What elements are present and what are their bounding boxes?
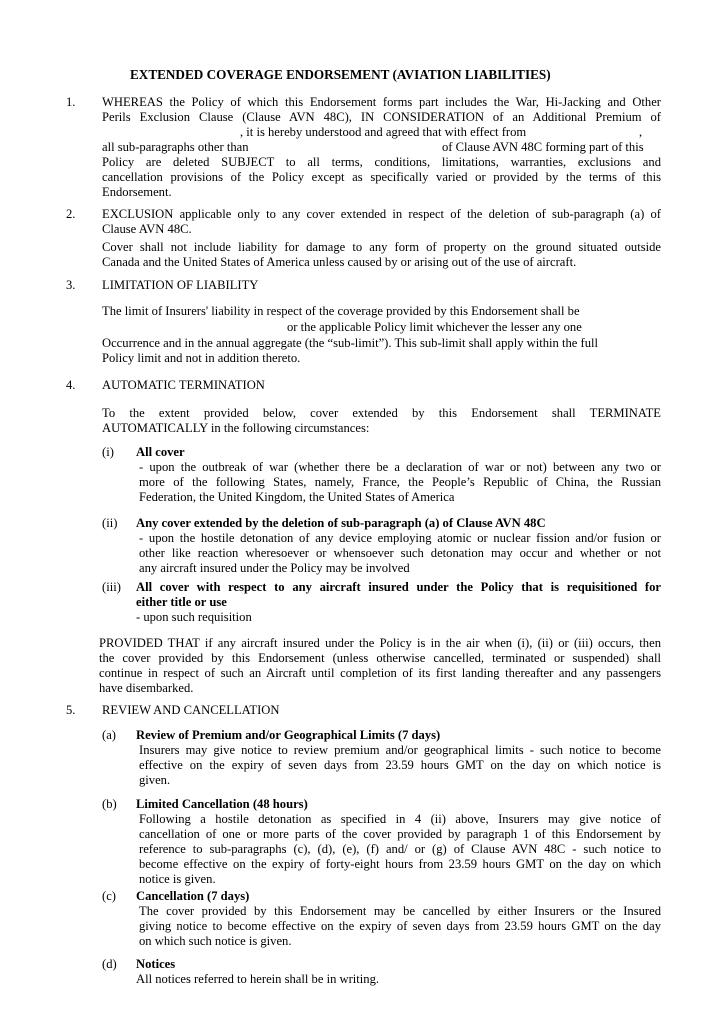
clause-4-ii-line: any aircraft insured under the Policy may be involved xyxy=(139,561,410,575)
clause-4-ii-line: other like reaction wheresoever or whensoever such detonation may occur and whether or not xyxy=(139,546,661,560)
section-1-line: cancellation provisions of the Policy except as specifically varied or provided by the terms of this xyxy=(102,170,661,184)
clause-5-c-label: (c) xyxy=(102,889,116,903)
section-2-line: EXCLUSION applicable only to any cover extended in respect of the deletion of sub-paragraph (a) of xyxy=(102,207,661,221)
section-4-proviso: PROVIDED THAT if any aircraft insured under the Policy is in the air when (i), (ii) or (iii) occurs, then xyxy=(99,636,661,650)
section-4-intro: To the extent provided below, cover extended by this Endorsement shall TERMINATE xyxy=(102,406,661,420)
section-1-line: Perils Exclusion Clause (Clause AVN 48C), IN CONSIDERATION of an Additional Premium of xyxy=(102,110,661,124)
section-2-number: 2. xyxy=(66,207,76,221)
clause-5-a-line: given. xyxy=(139,773,171,787)
section-4-proviso: have disembarked. xyxy=(99,681,194,695)
clause-4-i-label: (i) xyxy=(102,445,114,459)
clause-4-i-heading: All cover xyxy=(136,445,185,459)
clause-5-c-line: The cover provided by this Endorsement may be cancelled by either Insurers or the Insured xyxy=(139,904,661,918)
section-1-line: all sub-paragraphs other than xyxy=(102,140,249,154)
clause-4-i-line: Federation, the United Kingdom, the United States of America xyxy=(139,490,455,504)
clause-5-b-line: become effective on the expiry of forty-eight hours from 23.59 hours GMT on the day on which xyxy=(139,857,661,871)
section-4-proviso: continue in respect of such an Aircraft until completion of its first landing thereafter and any passengers xyxy=(99,666,661,680)
clause-5-a-heading: Review of Premium and/or Geographical Limits (7 days) xyxy=(136,728,441,742)
clause-5-d-heading: Notices xyxy=(136,957,176,971)
section-2-line: Clause AVN 48C. xyxy=(102,222,192,236)
clause-5-b-line: Following a hostile detonation as specified in 4 (ii) above, Insurers may give notice of xyxy=(139,812,661,826)
clause-4-iii-heading: All cover with respect to any aircraft insured under the Policy that is requisitioned for xyxy=(136,580,661,594)
section-1-line: Policy are deleted SUBJECT to all terms, conditions, limitations, warranties, exclusions and xyxy=(102,155,661,169)
section-1-line: WHEREAS the Policy of which this Endorsement forms part includes the War, Hi-Jacking and Other xyxy=(102,95,661,109)
clause-5-b-label: (b) xyxy=(102,797,117,811)
clause-5-a-line: Insurers may give notice to review premium and/or geographical limits - such notice to become xyxy=(139,743,661,757)
clause-5-a-line: effective on the expiry of seven days from 23.59 hours GMT on the day on which notice is xyxy=(139,758,661,772)
section-1-comma: , xyxy=(639,125,643,139)
clause-4-i-line: more of the following States, namely, France, the People’s Republic of China, the Russian xyxy=(139,475,661,489)
section-5-heading: REVIEW AND CANCELLATION xyxy=(102,703,280,717)
clause-5-d-line: All notices referred to herein shall be in writing. xyxy=(136,972,380,986)
clause-4-iii-label: (iii) xyxy=(102,580,121,594)
clause-5-c-heading: Cancellation (7 days) xyxy=(136,889,250,903)
clause-4-i-line: - upon the outbreak of war (whether there be a declaration of war or not) between any two or xyxy=(139,460,661,474)
section-1-line: , it is hereby understood and agreed that with effect from xyxy=(240,125,527,139)
clause-5-a-label: (a) xyxy=(102,728,116,742)
clause-4-iii-heading: either title or use xyxy=(136,595,227,609)
section-3-line: Policy limit and not in addition thereto. xyxy=(102,351,301,365)
clause-4-iii-line: - upon such requisition xyxy=(136,610,252,624)
clause-5-b-line: notice is given. xyxy=(139,872,216,886)
section-4-number: 4. xyxy=(66,378,76,392)
clause-5-c-line: giving notice to become effective on the expiry of seven days from 23.59 hours GMT on the day xyxy=(139,919,661,933)
section-4-intro: AUTOMATICALLY in the following circumstances: xyxy=(102,421,370,435)
section-1-number: 1. xyxy=(66,95,76,109)
section-4-proviso: the cover provided by this Endorsement (unless otherwise cancelled, terminated or suspended) shall xyxy=(99,651,661,665)
section-3-line: or the applicable Policy limit whichever the lesser any one xyxy=(287,320,582,334)
section-3-line: The limit of Insurers' liability in respect of the coverage provided by this Endorsement shall be xyxy=(102,304,580,318)
document-title: EXTENDED COVERAGE ENDORSEMENT (AVIATION LIABILITIES) xyxy=(130,67,551,82)
section-3-number: 3. xyxy=(66,278,76,292)
clause-4-ii-label: (ii) xyxy=(102,516,118,530)
clause-5-b-line: cancellation of one or more parts of the cover provided by paragraph 1 of this Endorsement by xyxy=(139,827,661,841)
section-4-heading: AUTOMATIC TERMINATION xyxy=(102,378,265,392)
section-1-line: Endorsement. xyxy=(102,185,172,199)
section-3-heading: LIMITATION OF LIABILITY xyxy=(102,278,259,292)
section-1-line: of Clause AVN 48C forming part of this xyxy=(442,140,644,154)
clause-4-ii-heading: Any cover extended by the deletion of sub-paragraph (a) of Clause AVN 48C xyxy=(136,516,546,530)
clause-4-ii-line: - upon the hostile detonation of any device employing atomic or nuclear fission and/or fusion or xyxy=(139,531,661,545)
clause-5-d-label: (d) xyxy=(102,957,117,971)
clause-5-b-heading: Limited Cancellation (48 hours) xyxy=(136,797,308,811)
section-2-line: Canada and the United States of America unless caused by or arising out of the use of aircraft. xyxy=(102,255,577,269)
section-3-line: Occurrence and in the annual aggregate (the “sub-limit”). This sub-limit shall apply within the full xyxy=(102,336,599,350)
section-5-number: 5. xyxy=(66,703,76,717)
clause-5-b-line: reference to sub-paragraphs (c), (d), (e), (f) and/ or (g) of Clause AVN 48C - such notice to xyxy=(139,842,661,856)
clause-5-c-line: on which such notice is given. xyxy=(139,934,292,948)
section-2-line: Cover shall not include liability for damage to any form of property on the ground situated outside xyxy=(102,240,661,254)
